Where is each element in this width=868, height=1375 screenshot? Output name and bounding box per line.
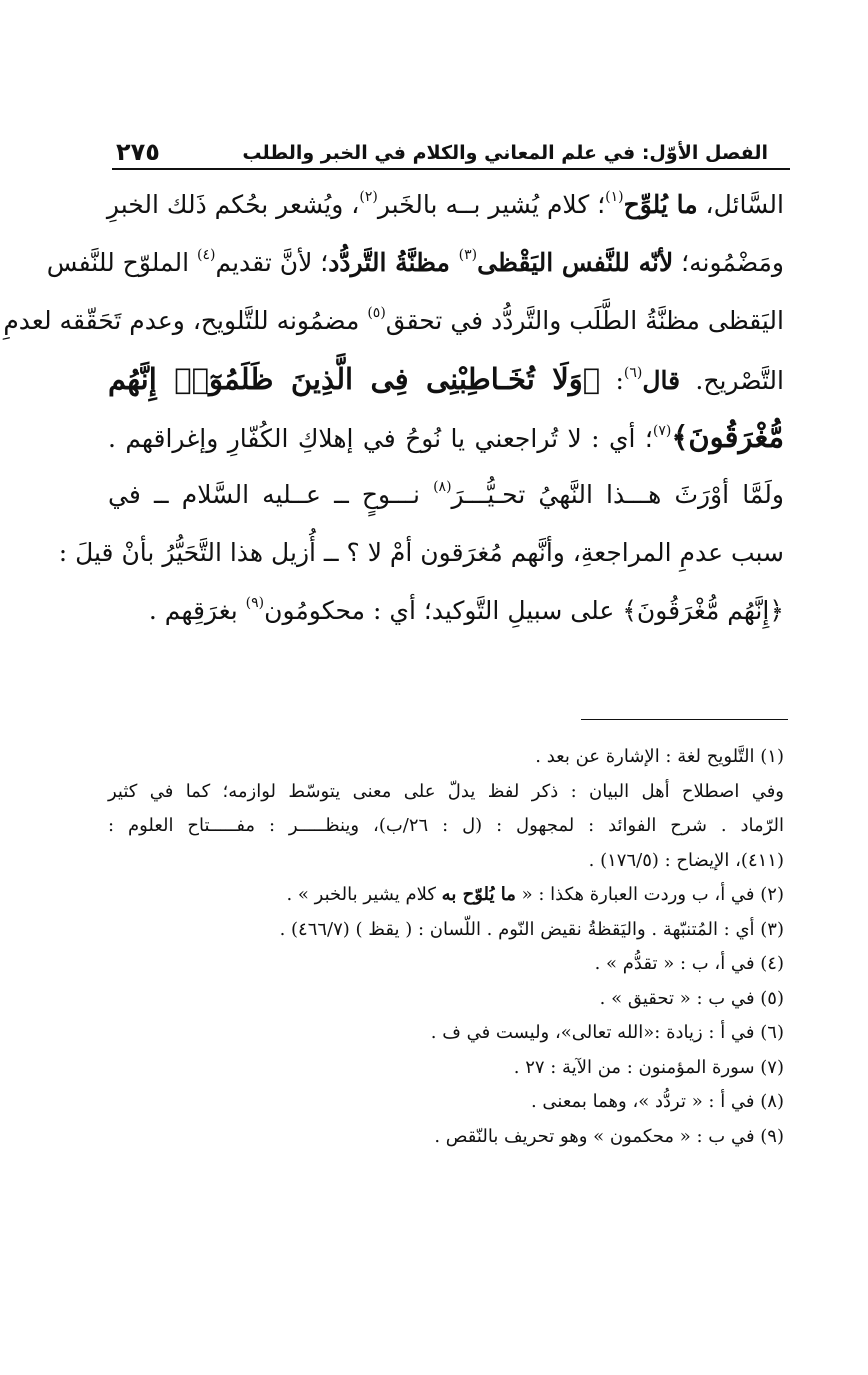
footnote-5: (٥) في ب : « تحقيق » .	[599, 987, 784, 1009]
footnote-8: (٨) في أ : « تردُّد »، وهما بمعنى .	[530, 1091, 784, 1112]
footnote-ref: (١)	[605, 189, 624, 205]
main-text	[3, 176, 784, 640]
footnote-ref: (٧)	[652, 423, 672, 439]
footnote-1: (١) التَّلويح لغة : الإشارة عن بعد .	[535, 746, 784, 767]
running-title: الفصل الأوّل: في علم المعاني والكلام في الخبر والطلب	[242, 142, 768, 164]
footnotes	[108, 740, 784, 1154]
text-run: ومَضْمُونه؛	[673, 248, 784, 277]
footnote-text: (٢) في أ، ب وردت العبارة هكذا : «	[515, 884, 784, 905]
text-run: اليَقظى مظنَّةُ الطَّلَب والتَّردُّد في تحقق	[385, 306, 784, 335]
text-run: السَّائل،	[697, 190, 784, 219]
footnote-9: (٩) في ب : « محكمون » وهو تحريف بالنّقص .	[434, 1125, 784, 1147]
footnote-3: (٣) أي : المُتنبّهة . واليَقظةُ نقيض النّوم . اللّسان : ( يقظ ) (٤٦٦/٧) .	[279, 918, 784, 940]
footnote-1-continued: وفي اصطلاح أهل البيان : ذكر لفظ يدلّ على معنى يتوسّط لوازمه؛ كما في كثير	[108, 780, 784, 802]
emphasis-term: لأنّه للنَّفس اليَقْظى	[477, 248, 674, 277]
text-line	[46, 234, 784, 292]
footnote-emphasis: ما يُلوّح به	[441, 884, 516, 905]
text-run: الملوّح للنَّفس	[46, 248, 197, 277]
footnote-6: (٦) في أ : زيادة :«الله تعالى»، وليست في ف .	[430, 1022, 784, 1043]
page-header	[112, 134, 790, 170]
text-line	[108, 466, 784, 524]
footnote-ref: (٥)	[367, 305, 386, 321]
footnote-1-continued: الرّماد . شرح الفوائد : لمجهول : (ل : ٢٦/ب)، وينظـــــر : مفـــــتاح العلوم :	[108, 815, 785, 836]
quran-verse: مُّغْرَقُونَ﴾	[671, 420, 784, 454]
text-run: ﴿إِنَّهُم مُّغْرَقُونَ﴾ على سبيلِ التَّوكيد؛ أي : محكومُون	[264, 596, 784, 625]
text-run: ولَمَّا أوْرَثَ هـــذا النَّهيُ تحـيُّـــرَ	[451, 480, 784, 509]
footnote-ref: (٣)	[458, 247, 478, 263]
text-run: بغرَقِهم .	[148, 596, 246, 625]
text-line	[3, 292, 784, 350]
text-line	[58, 524, 784, 582]
text-line	[108, 350, 784, 408]
text-run: :	[600, 366, 624, 395]
footnote-ref: (٩)	[245, 595, 265, 611]
footnote-ref: (٨)	[433, 479, 452, 495]
page-number: ٢٧٥	[116, 138, 160, 166]
text-run: ؛ لأنَّ تقديم	[215, 248, 329, 277]
footnote-ref: (٢)	[359, 189, 378, 205]
emphasis-term: قال	[642, 366, 681, 395]
footnote-7: (٧) سورة المؤمنون : من الآية : ٢٧ .	[513, 1056, 784, 1078]
footnote-ref: (٦)	[623, 365, 643, 381]
emphasis-term: ما يُلوِّح	[623, 190, 698, 219]
text-run: سبب عدمِ المراجعةِ، وأنَّهم مُغرَقون أمْ لا ؟ ــ أُزيل هذا التَّحَيُّرُ بأنْ قيلَ :	[58, 538, 784, 567]
text-run: ؛ أي : لا تُراجعني يا نُوحُ في إهلاكِ الكُفّارِ وإغراقهم .	[108, 424, 653, 453]
text-run: التَّصْريح.	[680, 366, 784, 395]
text-run: نـــوحٍ ــ عــليه السَّلام ــ في	[108, 480, 434, 509]
text-run: ؛ كلام يُشير بــه بالخَبر	[377, 190, 606, 219]
footnote-separator	[581, 719, 788, 720]
footnote-2	[108, 878, 784, 913]
text-line	[108, 582, 784, 640]
emphasis-term: مظنَّةُ التَّردُّد	[328, 248, 459, 277]
text-run: ، ويُشعر بحُكم ذَلك الخبرِ	[106, 190, 360, 219]
footnote-ref: (٤)	[196, 247, 216, 263]
text-run: مضمُونه للتَّلويح، وعدم تَحَقّقه لعدمِ	[3, 306, 368, 335]
footnote-text: كلام يشير بالخبر » .	[286, 884, 442, 905]
text-line	[108, 176, 784, 234]
text-line	[108, 408, 784, 466]
footnote-4: (٤) في أ، ب : « تقدُّم » .	[594, 953, 784, 974]
quran-verse: ﴿وَلَا تُخَـاطِبْنِى فِى الَّذِينَ ظَلَمُوٓا۟ إِنَّهُم	[108, 362, 601, 396]
footnote-1-continued: (٤١١)، الإيضاح : (١٧٦/٥) .	[588, 849, 784, 871]
